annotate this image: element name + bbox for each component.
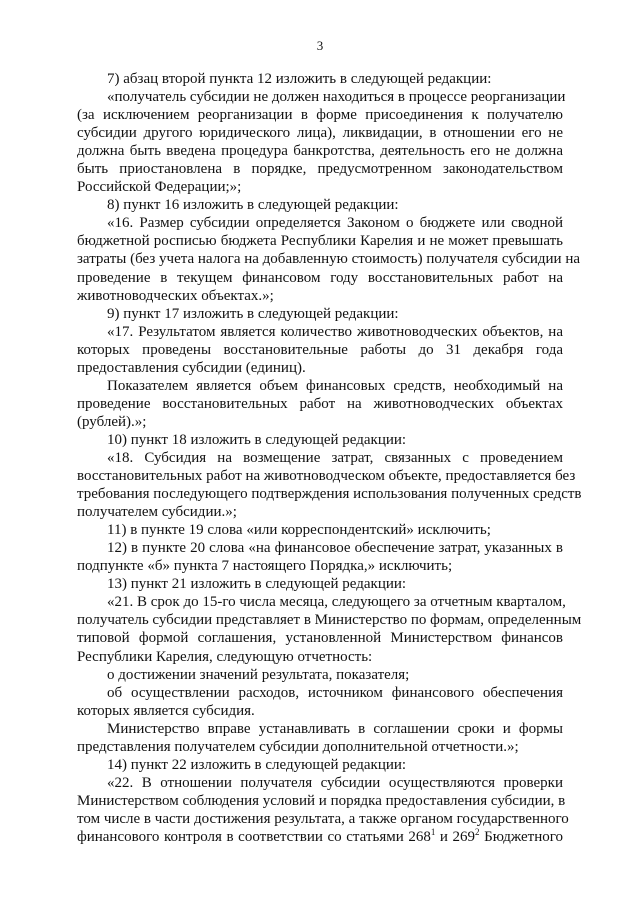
paragraph-line: о достижении значений результата, показателя; — [107, 666, 410, 683]
paragraph-line: (рублей).»; — [77, 413, 147, 430]
paragraph-line: «получатель субсидии не должен находиться в процессе реорганизации — [107, 89, 566, 106]
document-body — [77, 70, 582, 846]
text-fragment: Бюджетного — [479, 828, 564, 845]
paragraph-line: Показателем является объем финансовых средств, необходимый на — [107, 377, 563, 394]
paragraph-line: проведение в текущем финансовом году восстановительных работ на — [77, 269, 563, 286]
paragraph-line: Министерством соблюдения условий и порядка предоставления субсидии, в — [77, 792, 566, 809]
text-fragment: и 269 — [435, 828, 476, 845]
paragraph-line: 8) пункт 16 изложить в следующей редакции: — [107, 197, 399, 214]
paragraph-line: получатель субсидии представляет в Министерство по формам, определенным — [77, 612, 582, 629]
paragraph-line: которых проведены восстановительные работы до 31 декабря года — [77, 341, 563, 358]
text-fragment: финансового контроля в соответствии со статьями 268 — [77, 828, 431, 845]
paragraph-line: получателем субсидии.»; — [77, 504, 237, 521]
paragraph-line: 11) в пункте 19 слова «или корреспондентский» исключить; — [107, 522, 491, 539]
paragraph-line: которых является субсидия. — [77, 702, 255, 719]
paragraph-line: 12) в пункте 20 слова «на финансовое обеспечение затрат, указанных в — [107, 540, 563, 557]
paragraph-line: «21. В срок до 15-го числа месяца, следующего за отчетным кварталом, — [107, 594, 566, 611]
paragraph-line: об осуществлении расходов, источником финансового обеспечения — [107, 684, 563, 701]
paragraph-line: затраты (без учета налога на добавленную стоимость) получателя субсидии на — [77, 251, 581, 268]
paragraph-line: типовой формой соглашения, установленной Министерством финансов — [77, 630, 563, 647]
paragraph-line: «17. Результатом является количество животноводческих объектов, на — [107, 323, 563, 340]
superscript: 1 — [430, 826, 436, 837]
paragraph-line: животноводческих объектах.»; — [77, 287, 274, 304]
paragraph-line: том числе в части достижения результата, а также органом государственного — [77, 810, 569, 827]
paragraph-line: быть приостановлена в порядке, предусмотренном законодательством — [77, 161, 563, 178]
paragraph-line-last — [77, 828, 563, 846]
paragraph-line: бюджетной росписью бюджета Республики Карелия и не может превышать — [77, 233, 563, 250]
paragraph-line: 7) абзац второй пункта 12 изложить в следующей редакции: — [107, 71, 492, 87]
paragraph-line: субсидии другого юридического лица), ликвидации, в отношении его не — [77, 125, 563, 142]
paragraph-line: предоставления субсидии (единиц). — [77, 359, 306, 376]
paragraph-line: проведение восстановительных работ на животноводческих объектах — [77, 395, 563, 412]
superscript: 2 — [475, 826, 480, 837]
paragraph-line: 13) пункт 21 изложить в следующей редакции: — [107, 576, 407, 593]
page-number: 3 — [316, 38, 324, 53]
paragraph-line: представления получателем субсидии дополнительной отчетности.»; — [77, 738, 519, 755]
paragraph-line: восстановительных работ на животноводческом объекте, предоставляется без — [77, 468, 576, 485]
paragraph-line: «16. Размер субсидии определяется Законом о бюджете или сводной — [107, 215, 563, 232]
paragraph-line: (за исключением реорганизации в форме присоединения к получателю — [77, 107, 563, 124]
paragraph-line: Российской Федерации;»; — [77, 179, 242, 196]
paragraph-line: «18. Субсидия на возмещение затрат, связанных с проведением — [107, 449, 563, 466]
paragraph-line: Республики Карелия, следующую отчетность: — [77, 648, 373, 665]
paragraph-line: 14) пункт 22 изложить в следующей редакции: — [107, 756, 407, 773]
paragraph-line: подпункте «б» пункта 7 настоящего Порядка,» исключить; — [77, 558, 453, 575]
paragraph-line: 10) пункт 18 изложить в следующей редакции: — [107, 431, 407, 448]
paragraph-line: «22. В отношении получателя субсидии осуществляются проверки — [107, 774, 563, 791]
paragraph-line: должна быть введена процедура банкротства, деятельность его не должна — [77, 143, 563, 160]
paragraph-line: требования последующего подтверждения использования полученных средств — [77, 486, 582, 503]
paragraph-line: 9) пункт 17 изложить в следующей редакции: — [107, 305, 399, 322]
paragraph-line: Министерство вправе устанавливать в соглашении сроки и формы — [107, 720, 563, 737]
